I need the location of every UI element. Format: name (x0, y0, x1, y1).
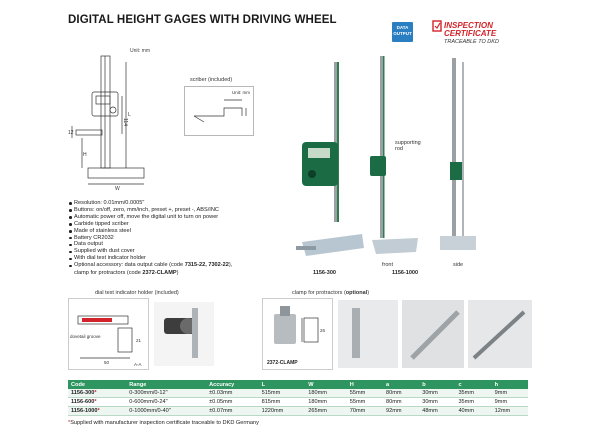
cell: ±0.03mm (206, 389, 258, 398)
optional-cable-codes: 7315-22, 7302-22 (184, 262, 229, 269)
dial-holder-title: dial test indicator holder (included) (95, 290, 179, 296)
cell-code: 1156-1000* (68, 407, 126, 416)
dim-12: 12 (68, 130, 74, 136)
inspection-certificate-logo (432, 22, 527, 45)
badge-line1: DATA (396, 25, 409, 30)
cell: ±0.07mm (206, 407, 258, 416)
feature-item: Buttons: on/off, zero, mm/inch, preset +, preset -, ABS/INC (68, 207, 288, 214)
cell: 9mm (492, 389, 528, 398)
product-photos (292, 52, 492, 264)
table-row (68, 407, 528, 416)
dim-114: 114 (122, 118, 128, 126)
cell: 30mm (419, 398, 455, 407)
dim-H: H (83, 152, 87, 158)
cell: ±0.05mm (206, 398, 258, 407)
cell: 80mm (383, 389, 419, 398)
optional-clamp-code: 2372-CLAMP (142, 270, 177, 276)
clamp-drawing (262, 298, 534, 370)
cell: 80mm (383, 398, 419, 407)
cell: 0-600mm/0-24" (126, 398, 206, 407)
gage-1000-side-photo (440, 58, 476, 250)
feature-item: Resolution: 0.01mm/0.0005" (68, 200, 288, 207)
table-row (68, 389, 528, 398)
gage-300-photo (296, 62, 364, 256)
col-L: L (259, 380, 306, 389)
feature-item: With dial test indicator holder (68, 255, 288, 262)
clamp-usage-photos (338, 300, 532, 368)
section-aa: A-A (134, 362, 142, 367)
scriber-drawing (184, 86, 254, 136)
cell: 40mm (455, 407, 491, 416)
dim-21: 21 (136, 338, 142, 343)
cell: 55mm (347, 389, 383, 398)
cell: 48mm (419, 407, 455, 416)
page-title: DIGITAL HEIGHT GAGES WITH DRIVING WHEEL (68, 14, 337, 26)
cell: 35mm (455, 398, 491, 407)
features-list (68, 200, 288, 269)
col-c: c (455, 380, 491, 389)
feature-item: Made of stainless steel (68, 228, 288, 235)
dim-L: L (128, 112, 131, 118)
inspection-sub: TRACEABLE TO DKD (444, 39, 499, 45)
dovetail-label: dovetail groove (70, 334, 101, 339)
dim-50: 50 (104, 360, 110, 365)
col-h: h (492, 380, 528, 389)
feature-item: Battery CR2032 (68, 235, 288, 242)
scriber-unit: Unit: mm (232, 90, 250, 95)
footnote-star: * (68, 420, 71, 426)
cell: 0-1000mm/0-40" (126, 407, 206, 416)
dim-26: 26 (320, 328, 326, 333)
cell-code: 1156-300* (68, 389, 126, 398)
col-code: Code (68, 380, 126, 389)
feature-item-optional: Optional accessory: data output cable (code 7315-22, 7302-22), (68, 262, 288, 269)
feature-item: Supplied with dust cover (68, 248, 288, 255)
front-label: front (382, 262, 394, 268)
col-a: a (383, 380, 419, 389)
optional-clamp-line: clamp for protractors (code 2372-CLAMP) (74, 270, 179, 276)
dial-holder-photo (154, 302, 214, 366)
badge-line2: OUTPUT (393, 31, 412, 36)
cell: 92mm (383, 407, 419, 416)
dial-holder-drawing (68, 298, 218, 370)
col-H: H (347, 380, 383, 389)
footnote: *Supplied with manufacturer inspection certificate traceable to DKD Germany (68, 420, 259, 426)
cell: 180mm (305, 398, 346, 407)
cell: 0-300mm/0-12" (126, 389, 206, 398)
cell: 9mm (492, 398, 528, 407)
table-row (68, 398, 528, 407)
col-range: Range (126, 380, 206, 389)
feature-item: Carbide tipped scriber (68, 221, 288, 228)
model-300-label: 1156-300 (313, 270, 336, 276)
cell: 30mm (419, 389, 455, 398)
gage-1000-front-photo (370, 56, 418, 254)
table-header-row (68, 380, 528, 389)
cell: 515mm (259, 389, 306, 398)
col-accuracy: Accuracy (206, 380, 258, 389)
height-gage-drawing (68, 52, 180, 192)
cell: 12mm (492, 407, 528, 416)
cell: 70mm (347, 407, 383, 416)
side-label: side (453, 262, 464, 268)
inspection-logo-text: INSPECTION CERTIFICATE (444, 21, 497, 38)
cell: 1220mm (259, 407, 306, 416)
cell: 35mm (455, 389, 491, 398)
cell-code: 1156-600* (68, 398, 126, 407)
clamp-title: clamp for protractors (optional) (292, 290, 370, 296)
col-b: b (419, 380, 455, 389)
model-1000-label: 1156-1000 (392, 270, 418, 276)
cell: 55mm (347, 398, 383, 407)
cell: 265mm (305, 407, 346, 416)
feature-item: Automatic power off, move the digital unit to turn on power (68, 214, 288, 221)
data-output-badge (392, 22, 413, 42)
col-W: W (305, 380, 346, 389)
cell: 180mm (305, 389, 346, 398)
scriber-title: scriber (included) (190, 77, 233, 83)
supporting-rod-label: supporting rod (395, 140, 421, 152)
dim-W: W (115, 186, 120, 192)
clamp-code: 2372-CLAMP (267, 360, 298, 366)
cell: 815mm (259, 398, 306, 407)
feature-item: Data output (68, 241, 288, 248)
drawing-unit: Unit: mm (130, 48, 150, 54)
certificate-icon (432, 20, 442, 32)
spec-table (68, 380, 528, 416)
